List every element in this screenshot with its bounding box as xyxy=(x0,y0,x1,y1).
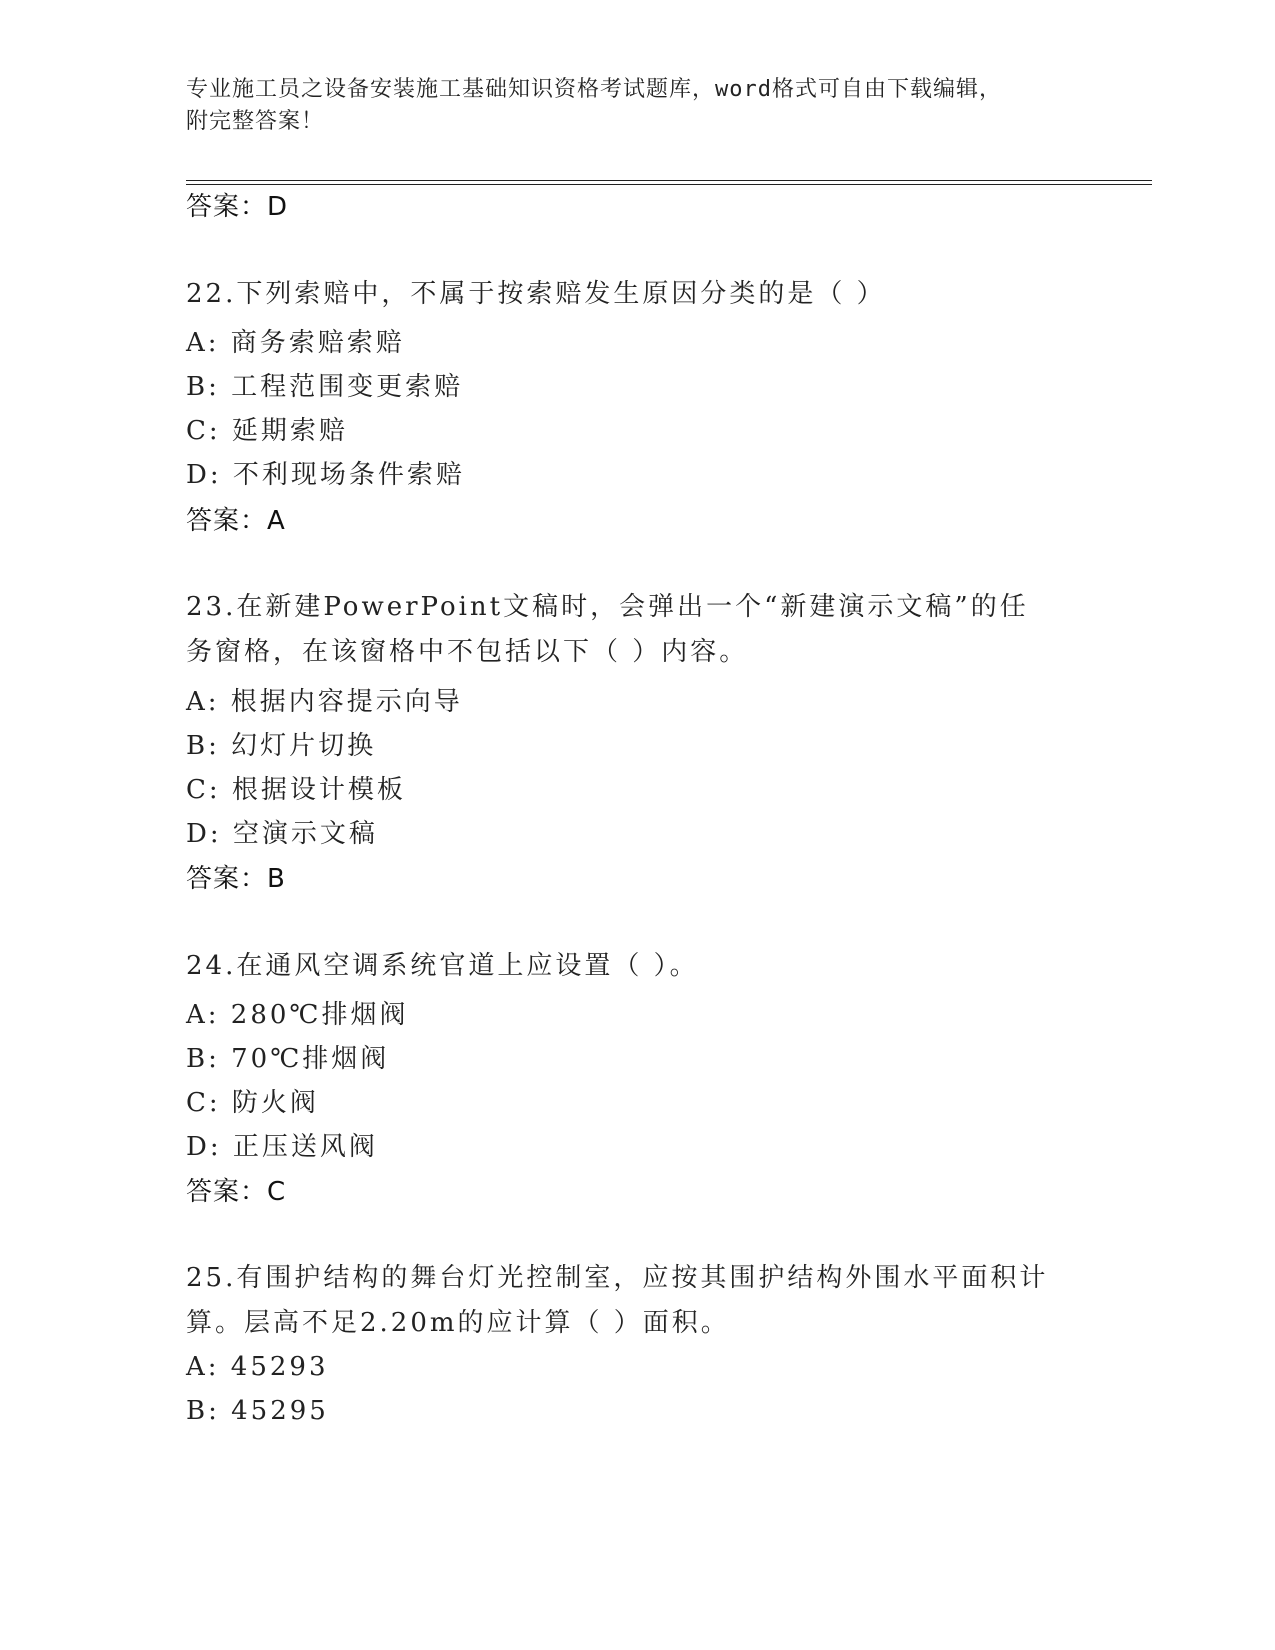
header-line-1: 专业施工员之设备安装施工基础知识资格考试题库，word格式可自由下载编辑， xyxy=(186,77,1002,102)
question-25-option-a: A: 45293 xyxy=(186,1352,329,1382)
question-22-option-c: C: 延期索赔 xyxy=(186,416,348,446)
question-25-option-b: B: 45295 xyxy=(186,1396,329,1426)
answer-23: 答案：B xyxy=(186,864,286,894)
question-23: 23.在新建PowerPoint文稿时，会弹出一个“新建演示文稿”的任务窗格，在该窗格中不包括以下（ ）内容。 xyxy=(186,592,1029,667)
header-divider-second xyxy=(186,184,1152,185)
question-25: 25.有围护结构的舞台灯光控制室，应按其围护结构外围水平面积计算。层高不足2.20m的应计算（ ）面积。 xyxy=(186,1263,1049,1338)
answer-21: 答案：D xyxy=(186,192,289,222)
header-line-2: 附完整答案！ xyxy=(186,109,325,134)
answer-22: 答案：A xyxy=(186,506,286,536)
question-23-option-c: C: 根据设计模板 xyxy=(186,775,406,805)
question-22-option-d: D: 不利现场条件索赔 xyxy=(186,460,465,490)
question-24: 24.在通风空调系统官道上应设置（ ）。 xyxy=(186,951,699,981)
question-23-option-d: D: 空演示文稿 xyxy=(186,819,378,849)
question-23-option-b: B: 幻灯片切换 xyxy=(186,731,377,761)
question-24-option-b: B: 70℃排烟阀 xyxy=(186,1044,390,1074)
question-22-option-a: A: 商务索赔索赔 xyxy=(186,328,405,358)
question-22: 22.下列索赔中，不属于按索赔发生原因分类的是（ ） xyxy=(186,279,886,309)
question-23-option-a: A: 根据内容提示向导 xyxy=(186,687,463,717)
question-24-option-a: A: 280℃排烟阀 xyxy=(186,1000,409,1030)
question-24-option-d: D: 正压送风阀 xyxy=(186,1132,378,1162)
answer-24: 答案：C xyxy=(186,1177,287,1207)
header-divider xyxy=(186,180,1152,181)
question-22-option-b: B: 工程范围变更索赔 xyxy=(186,372,464,402)
question-24-option-c: C: 防火阀 xyxy=(186,1088,319,1118)
document-header xyxy=(186,74,1086,138)
